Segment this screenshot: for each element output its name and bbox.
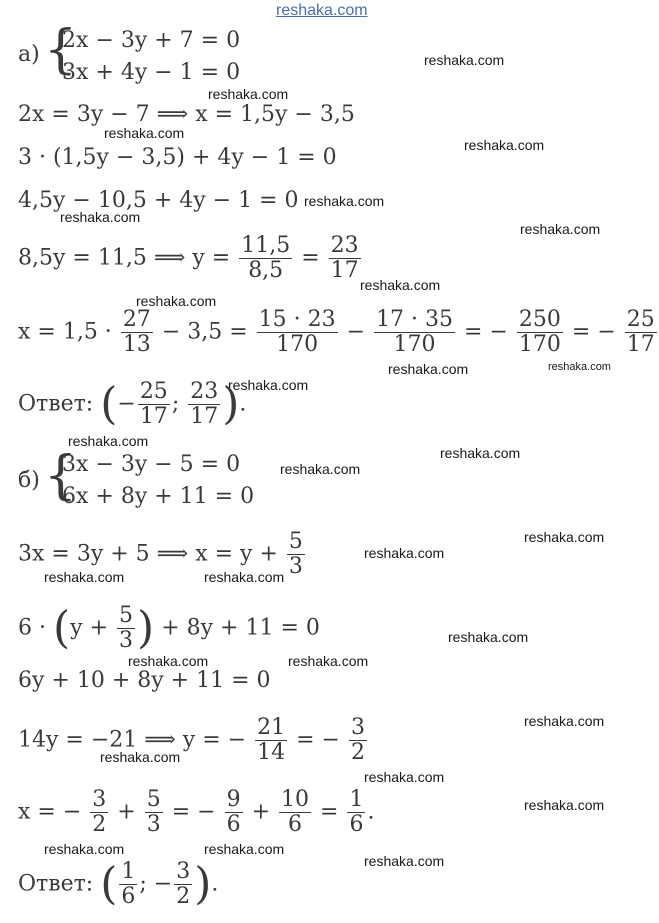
fraction: $\frac{5}{3}$: [288, 529, 303, 580]
watermark: reshaka.com: [388, 361, 469, 377]
watermark: reshaka.com: [440, 445, 521, 461]
fraction: $\frac{1}{6}$: [121, 859, 136, 910]
fraction: $\frac{3}{2}$: [92, 787, 107, 838]
watermark: reshaka.com: [204, 841, 285, 857]
watermark: reshaka.com: [424, 52, 505, 68]
watermark: reshaka.com: [44, 569, 125, 585]
watermark: reshaka.com: [520, 221, 601, 237]
watermark: reshaka.com: [524, 713, 605, 729]
watermark: reshaka.com: [128, 653, 209, 669]
fraction: $\frac{15 \cdot 23}{170}$: [258, 307, 336, 358]
part-a-label: а): [18, 42, 40, 67]
watermark: reshaka.com: [280, 461, 361, 477]
part-a-eq2: 3x + 4y − 1 = 0: [62, 60, 241, 85]
part-a-answer: Ответ: (− $\frac{25}{17}$ ; $\frac{23}{17}$ ).: [18, 378, 247, 430]
watermark: reshaka.com: [364, 853, 445, 869]
fraction: $\frac{21}{14}$: [257, 715, 286, 766]
fraction: $\frac{5}{3}$: [119, 603, 134, 654]
watermark: reshaka.com: [524, 797, 605, 813]
fraction: $\frac{5}{3}$: [146, 787, 161, 838]
fraction: $\frac{23}{17}$: [190, 379, 219, 430]
watermark: reshaka.com: [228, 377, 309, 393]
fraction: $\frac{3}{2}$: [350, 715, 365, 766]
watermark: reshaka.com: [524, 529, 605, 545]
fraction: $\frac{25}{17}$: [626, 307, 655, 358]
fraction: $\frac{250}{170}$: [518, 307, 561, 358]
fraction: $\frac{27}{13}$: [122, 307, 151, 358]
part-b-step5: x = − $\frac{3}{2}$ + $\frac{5}{3}$ = − $\frac{9}{6}$ + $\frac{10}{6}$ = $\frac{1}{6}$ .: [18, 787, 375, 838]
part-a-step1: 2x = 3y − 7 ⟹ x = 1,5y − 3,5: [18, 102, 355, 127]
watermark: reshaka.com: [364, 769, 445, 785]
watermark: reshaka.com: [44, 841, 125, 857]
part-b-step3: 6y + 10 + 8y + 11 = 0: [18, 668, 271, 693]
watermark: reshaka.com: [448, 629, 529, 645]
fraction: $\frac{3}{2}$: [176, 859, 191, 910]
part-b-eq2: 6x + 8y + 11 = 0: [62, 484, 255, 509]
part-b-eq1: 3x − 3y − 5 = 0: [62, 452, 241, 477]
fraction: $\frac{10}{6}$: [281, 787, 310, 838]
fraction: $\frac{1}{6}$: [349, 787, 364, 838]
part-a-eq1: 2x − 3y + 7 = 0: [62, 28, 241, 53]
watermark: reshaka.com: [360, 277, 441, 293]
fraction: $\frac{25}{17}$: [139, 379, 168, 430]
watermark: reshaka.com: [68, 433, 149, 449]
answer-label: Ответ:: [18, 871, 94, 897]
answer-label: Ответ:: [18, 391, 94, 417]
part-a-step5: x = 1,5 · $\frac{27}{13}$ − 3,5 = $\frac{15 \cdot 23}{170}$ − $\frac{17 \cdot 35}{170}$ = − $\frac{250}{170}$ = − $\frac{25}{17}$: [18, 307, 655, 358]
part-b-answer: Ответ: ( $\frac{1}{6}$ ; − $\frac{3}{2}$ ).: [18, 858, 219, 910]
system-brace: {: [44, 446, 78, 506]
fraction: $\frac{17 \cdot 35}{170}$: [376, 307, 454, 358]
part-b-step4: 14y = −21 ⟹ y = − $\frac{21}{14}$ = − $\frac{3}{2}$: [18, 715, 365, 766]
fraction: $\frac{11,5}{8,5}$: [241, 233, 291, 284]
fraction: $\frac{9}{6}$: [226, 787, 241, 838]
watermark: reshaka.com: [204, 569, 285, 585]
watermark: reshaka.com: [60, 209, 141, 225]
expr: 8,5y = 11,5 ⟹ y =: [18, 245, 231, 271]
watermark: reshaka.com: [364, 545, 445, 561]
part-b-label: б): [18, 468, 40, 493]
watermark: reshaka.com: [136, 293, 217, 309]
watermark: reshaka.com: [288, 653, 369, 669]
watermark: reshaka.com: [100, 749, 181, 765]
part-a-step2: 3 · (1,5y − 3,5) + 4y − 1 = 0: [18, 145, 337, 170]
watermark: reshaka.com: [304, 193, 385, 209]
watermark: reshaka.com: [464, 137, 545, 153]
part-b-step1: 3x = 3y + 5 ⟹ x = y + $\frac{5}{3}$: [18, 529, 303, 580]
part-b-step2: 6 · (y + $\frac{5}{3}$ ) + 8y + 11 = 0: [18, 602, 320, 654]
part-a-step3: 4,5y − 10,5 + 4y − 1 = 0: [18, 188, 299, 213]
watermark: reshaka.com: [208, 86, 289, 102]
part-a-step4: 8,5y = 11,5 ⟹ y = $\frac{11,5}{8,5}$ = $\frac{23}{17}$: [18, 233, 359, 284]
watermark: reshaka.com: [548, 361, 611, 373]
watermark-top[interactable]: reshaka.com: [276, 2, 368, 19]
fraction: $\frac{23}{17}$: [330, 233, 359, 284]
system-brace: {: [44, 20, 78, 80]
watermark: reshaka.com: [104, 125, 185, 141]
